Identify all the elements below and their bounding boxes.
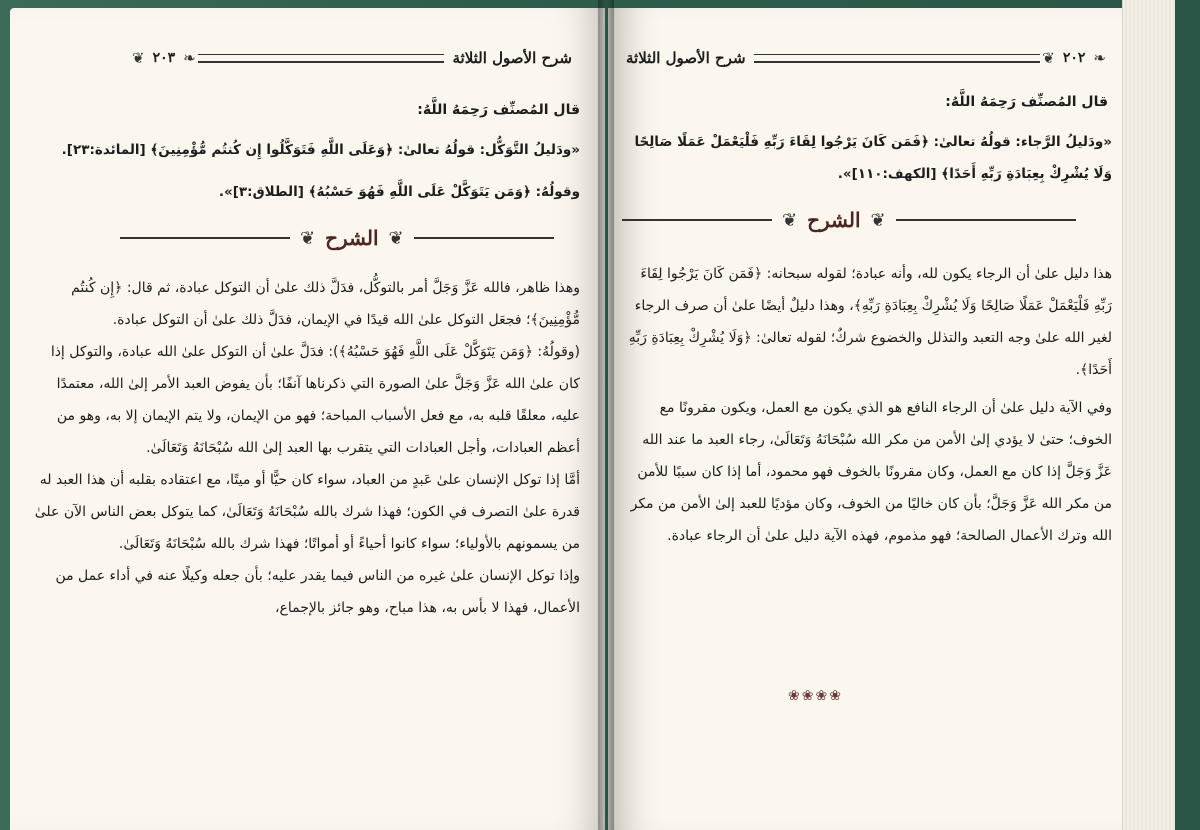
left-paragraph-4: وإذا توكل الإنسان علىٰ غيره من الناس فيما يقدر عليه؛ بأن جعله وكيلًا عنه في أداء عمل من الأعمال، فهذا لا بأس به، هذا مباح، وهو جائز بالإجماع، — [55, 568, 580, 616]
right-paragraph-2: وفي الآية دليل علىٰ أن الرجاء النافع هو الذي يكون مع العمل، ويكون مقرونًا مع الخوف؛ حتىٰ لا يؤدي إلىٰ الأمن من مكر الله سُبْحَانَهُ وَتَعَالَىٰ، رجاء العبد ما عند الله عَزَّ وَجَلَّ إذا كان مع العمل، وكان مقرونًا بالخوف فهو محمود، أما إذا كان سببًا للأمن من مكر الله عَزَّ وَجَلَّ؛ بأن كان خاليًا من الخوف، وكان مؤديًا للعبد إلىٰ الأمن من مكر الله وترك الأعمال الصالحة؛ فهو مذموم، فهذه الآية دليل علىٰ أن الرجاء عبادة. — [630, 400, 1112, 544]
left-paragraph-1: وهذا ظاهر، فالله عَزَّ وَجَلَّ أمر بالتوكُّل، فدَلَّ ذلك علىٰ أن التوكل عبادة، ثم قال: ﴿إِن كُنتُم مُّؤْمِنِينَ﴾؛ فجعَل التوكل علىٰ الله قيدًا في الإيمان، فدَلَّ ذلك علىٰ أن التوكل عبادة. — [71, 280, 580, 328]
right-section-title: الشرح — [807, 208, 861, 232]
divider — [120, 237, 290, 239]
left-page — [10, 8, 605, 830]
ornament-icon: ❧ — [183, 49, 196, 67]
right-author-line: قال المُصنِّف رَحِمَهُ اللَّهُ: — [945, 94, 1108, 110]
left-author-line: قال المُصنِّف رَحِمَهُ اللَّهُ: — [417, 102, 580, 118]
left-header-title: شرح الأصول الثلاثة — [452, 49, 572, 67]
left-body — [30, 272, 580, 624]
left-page-number: ٢٠٣ — [152, 50, 176, 66]
ornament-icon: ❦ — [1042, 49, 1055, 67]
right-paragraph-1: هذا دليل علىٰ أن الرجاء يكون لله، وأنه عبادة؛ لقوله سبحانه: ﴿فَمَن كَانَ يَرْجُوا لِقَاءَ رَبِّهِ فَلْيَعْمَلْ عَمَلًا صَالِحًا وَلَا يُشْرِكْ بِعِبَادَةِ رَبِّهِ﴾، وهذا دليلٌ أيضًا علىٰ أن صرف الرجاء لغير الله علىٰ وجه التعبد والتذلل والخضوع شركٌ؛ لقوله تعالىٰ: ﴿وَلَا يُشْرِكْ بِعِبَادَةِ رَبِّهِ أَحَدًا﴾. — [628, 266, 1112, 378]
flourish-icon: ❦ — [870, 209, 886, 231]
header-rule — [754, 54, 1041, 63]
left-paragraph-3: أمَّا إذا توكل الإنسان علىٰ عَبدٍ من العباد، سواء كان حيًّا أو ميتًا، مع اعتقاده بقلبه أن هذا العبد له قدرة علىٰ التصرف في الكون؛ فهذا شرك بالله سُبْحَانَهُ وَتَعَالَىٰ، كما يتوكل بعض الناس الآن علىٰ من يسمونهم بالأولياء؛ سواء كانوا أحياءً أو أمواتًا؛ فهذا شرك بالله سُبْحَانَهُ وَتَعَالَىٰ. — [34, 472, 580, 552]
right-section-heading — [622, 208, 1112, 232]
ornament-icon: ❧ — [1093, 49, 1106, 67]
right-header-title: شرح الأصول الثلاثة — [626, 49, 746, 67]
right-page-number: ٢٠٢ — [1062, 50, 1086, 66]
header-rule — [198, 54, 445, 63]
right-page-header — [618, 38, 1108, 78]
right-quote-1: «ودَليلُ الرَّجاء: قولُهُ تعالىٰ: ﴿فَمَن كَانَ يَرْجُوا لِقَاءَ رَبِّهِ فَلْيَعْمَلْ عَمَلًا صَالِحًا وَلَا يُشْرِكْ بِعِبَادَةِ رَبِّهِ أَحَدًا﴾ [الكهف:١١٠]». — [634, 134, 1112, 182]
left-section-heading — [120, 226, 570, 250]
divider — [896, 219, 1076, 221]
right-page — [608, 8, 1128, 830]
page-edges — [1122, 0, 1175, 830]
flourish-icon: ❦ — [782, 209, 798, 231]
left-paragraph-2: (وقولُهُ: ﴿وَمَن يَتَوَكَّلْ عَلَى اللَّهِ فَهُوَ حَسْبُهُ﴾): فدَلَّ علىٰ أن التوكل علىٰ الله عبادة، والتوكل إذا كان علىٰ الله عَزَّ وَجَلَّ علىٰ الصورة التي ذكرناها آنفًا؛ بأن يفوض العبد الأمر إلىٰ الله، معتمدًا عليه، معلقًا قلبه به، مع فعل الأسباب المباحة؛ فهو من الإيمان، ولا يتم الإيمان إلا به، وهو من أعظم العبادات، وأجل العبادات التي يتقرب بها العبد إلىٰ الله سُبْحَانَهُ وَتَعَالَىٰ. — [50, 344, 580, 456]
left-quote-2: وقولُهُ: ﴿وَمَن يَتَوَكَّلْ عَلَى اللَّهِ فَهُوَ حَسْبُهُ﴾ [الطلاق:٣]». — [218, 184, 580, 200]
flourish-icon: ❦ — [388, 227, 404, 249]
left-quote-1: «ودَليلُ التَّوَكُّل: قولُهُ تعالىٰ: ﴿وَعَلَى اللَّهِ فَتَوَكَّلُوا إِن كُنتُم مُّؤْمِنِينَ﴾ [المائدة:٢٣]. — [61, 142, 580, 158]
ornament-icon: ❦ — [132, 49, 145, 67]
left-page-header — [130, 38, 580, 78]
flourish-icon: ❦ — [300, 227, 316, 249]
footer-ornament: ❀❀❀❀ — [788, 688, 843, 704]
divider — [622, 219, 772, 221]
book-spine — [598, 0, 614, 830]
right-body — [622, 258, 1112, 552]
divider — [414, 237, 554, 239]
left-section-title: الشرح — [325, 226, 379, 250]
